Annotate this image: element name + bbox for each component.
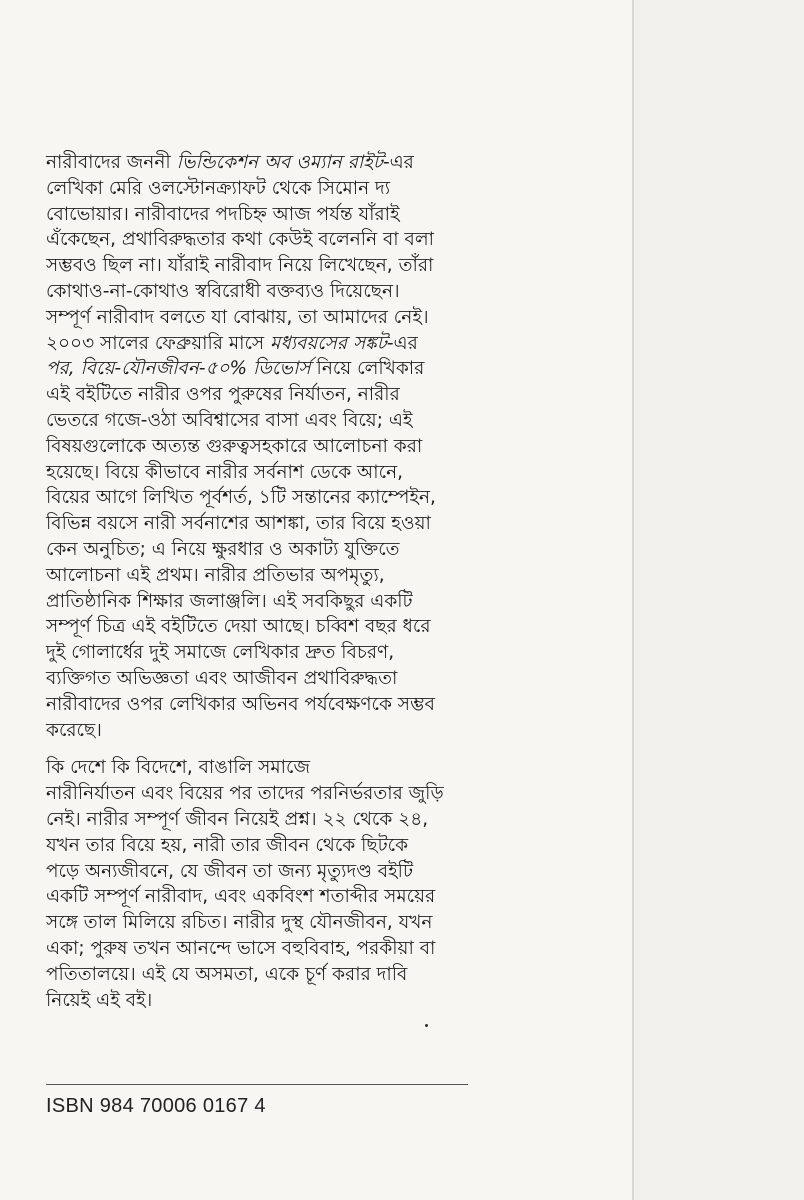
blurb-line [46, 692, 616, 718]
blurb-line: একটি সম্পূর্ণ নারীবাদ, এবং একবিংশ শতাব্দীর সময়ের [46, 886, 436, 908]
blurb-text [46, 150, 616, 1013]
text-segment: বিয়ের আগে লিখিত পূর্বশর্ত, ১টি সন্তানের ক্যাম্পেইন, [46, 487, 436, 509]
book-title-italic: ভিন্ডিকেশন অব ওম্যান রাইট [176, 152, 383, 173]
blurb-line: নিয়েই এই বই। [46, 989, 153, 1011]
blurb-paragraph-2 [46, 755, 616, 1013]
blurb-line [46, 563, 616, 589]
blurb-line [46, 589, 616, 615]
blurb-line [46, 485, 616, 511]
blurb-line [46, 150, 616, 176]
blurb-line [46, 331, 616, 357]
text-segment: নিয়ে লেখিকার [310, 358, 425, 380]
text-segment: নারীবাদের ওপর লেখিকার অভিনব পর্যবেক্ষণকে সম্ভব [46, 693, 435, 715]
blurb-line [46, 227, 616, 253]
text-segment: ব্যক্তিগত অভিজ্ঞতা এবং আজীবন প্রথাবিরুদ্ধতা [46, 667, 398, 689]
text-segment: নারীবাদের জননী [46, 152, 177, 173]
text-segment: -এর [386, 332, 418, 354]
blurb-line [46, 537, 616, 563]
blurb-line [46, 718, 616, 744]
blurb-line: যখন তার বিয়ে হয়, নারী তার জীবন থেকে ছিটকে [46, 834, 409, 856]
text-segment: বিষয়গুলোকে অত্যন্ত গুরুত্বসহকারে আলোচনা করা [46, 435, 423, 457]
book-title-italic: মধ্যবয়সের সঙ্কট [270, 332, 387, 354]
text-segment: ২০০৩ সালের ফেব্রুয়ারি মাসে [46, 332, 271, 354]
blurb-line [46, 640, 616, 666]
book-title-italic: পর, বিয়ে-যৌনজীবন-৫০% ডিভোর্স [46, 358, 311, 380]
blurb-line [46, 614, 616, 640]
text-segment: এই বইটিতে নারীর ওপর পুরুষের নির্যাতন, নারীর [46, 384, 400, 406]
blurb-line [46, 305, 616, 331]
isbn-number: ISBN 984 70006 0167 4 [46, 1095, 266, 1117]
blurb-line: সঙ্গে তাল মিলিয়ে রচিত। নারীর দুস্থ যৌনজীবন, যখন [46, 912, 433, 934]
blurb-line: একা; পুরুষ তখন আনন্দে ভাসে বহুবিবাহ, পরকীয়া বা [46, 937, 436, 959]
text-segment: সম্ভবও ছিল না। যাঁরাই নারীবাদ নিয়ে লিখেছেন, তাঁরা [46, 255, 434, 277]
print-speck [425, 1024, 428, 1027]
blurb-line [46, 279, 616, 305]
blurb-line: নেই। নারীর সম্পূর্ণ জীবন নিয়েই প্রশ্ন। ২২ থেকে ২৪, [46, 808, 429, 830]
blurb-line [46, 253, 616, 279]
blurb-line: পতিতালয়ে। এই যে অসমতা, একে চূর্ণ করার দাবি [46, 963, 408, 985]
text-segment: কোথাও-না-কোথাও স্ববিরোধী বক্তব্যও দিয়েছেন। [46, 280, 400, 302]
text-segment: বিভিন্ন বয়সে নারী সর্বনাশের আশঙ্কা, তার বিয়ে হওয়া [46, 513, 431, 535]
text-segment: লেখিকা মেরি ওলস্টোনক্র্যাফট থেকে সিমোন দ্য [46, 177, 391, 199]
blurb-line [46, 202, 616, 228]
text-segment: সম্পূর্ণ চিত্র এই বইটিতে দেয়া আছে। চব্বিশ বছর ধরে [46, 616, 431, 638]
blurb-line: নারীনির্যাতন এবং বিয়ের পর তাদের পরনির্ভরতার জুড়ি [46, 783, 444, 805]
cover-flap [634, 0, 804, 1200]
text-segment: এঁকেছেন, প্রথাবিরুদ্ধতার কথা কেউই বলেননি বা বলা [46, 229, 434, 251]
blurb-line [46, 511, 616, 537]
text-segment: ভেতরে গজে-ওঠা অবিশ্বাসের বাসা এবং বিয়ে; এই [46, 409, 413, 431]
blurb-paragraph-1 [46, 150, 616, 743]
blurb-line [46, 434, 616, 460]
blurb-line: কি দেশে কি বিদেশে, বাঙালি সমাজে [46, 757, 310, 779]
text-segment: বোভোয়ার। নারীবাদের পদচিহ্ন আজ পর্যন্ত যাঁরাই [46, 203, 400, 225]
blurb-line [46, 408, 616, 434]
blurb-line [46, 382, 616, 408]
text-segment: দুই গোলার্ধের দুই সমাজে লেখিকার দ্রুত বিচরণ, [46, 642, 395, 664]
text-segment: প্রাতিষ্ঠানিক শিক্ষার জলাঞ্জলি। এই সবকিছুর একটি [46, 590, 413, 612]
blurb-line [46, 176, 616, 202]
blurb-line: পড়ে অন্যজীবনে, যে জীবন তা জন্য মৃত্যুদণ্ড বইটি [46, 860, 414, 882]
text-segment: কেন অনুচিত; এ নিয়ে ক্ষুরধার ও অকাট্য যুক্তিতে [46, 538, 400, 560]
text-segment: আলোচনা এই প্রথম। নারীর প্রতিভার অপমৃত্যু, [46, 564, 385, 586]
blurb-line [46, 666, 616, 692]
isbn-rule [46, 1084, 468, 1085]
text-segment: করেছে। [46, 719, 102, 741]
blurb-line [46, 356, 616, 382]
text-segment: -এর [382, 152, 414, 173]
blurb-line [46, 460, 616, 486]
text-segment: সম্পূর্ণ নারীবাদ বলতে যা বোঝায়, তা আমাদের নেই। [46, 306, 429, 328]
text-segment: হয়েছে। বিয়ে কীভাবে নারীর সর্বনাশ ডেকে আনে, [46, 461, 403, 483]
